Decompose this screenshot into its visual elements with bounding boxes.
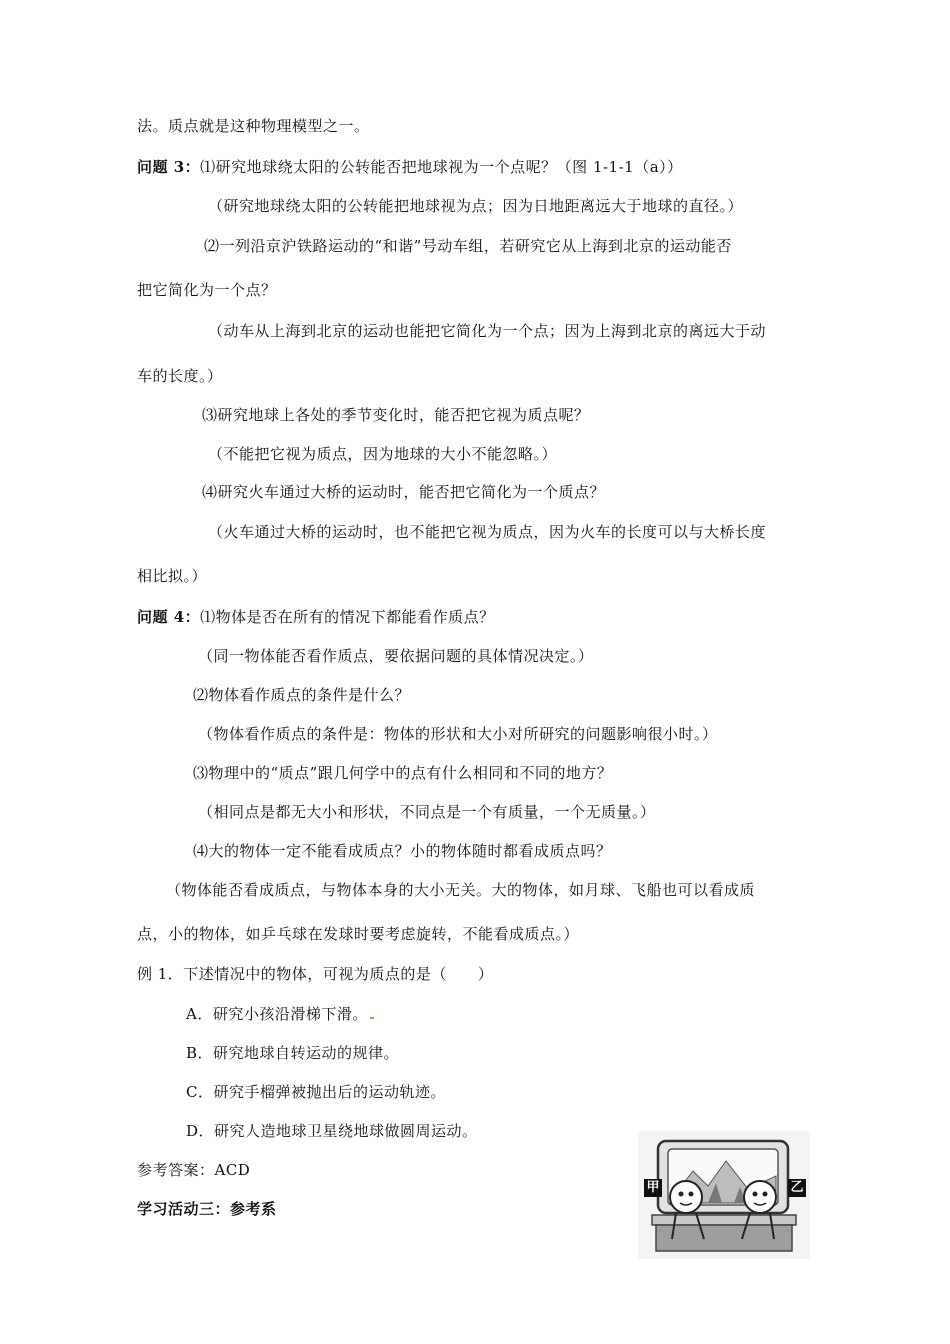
- answer-line: （火车通过大桥的运动时，也不能把它视为质点，因为火车的长度可以与大桥长度: [208, 523, 767, 541]
- text-line: ⑶物理中的“质点”跟几何学中的点有什么相同和不同的地方？: [193, 764, 613, 782]
- answer-line: （同一物体能否看作质点，要依据问题的具体情况决定。）: [198, 647, 594, 665]
- label-jia: 甲: [644, 1179, 662, 1197]
- text-line: ⑷大的物体一定不能看成质点？小的物体随时都看成质点吗？: [193, 842, 612, 860]
- text-line: ⑵物体看作质点的条件是什么？: [193, 686, 411, 704]
- answer-line: 车的长度。）: [137, 367, 223, 385]
- answer-line: （研究地球绕太阳的公转能把地球视为点；因为日地距离远大于地球的直径。）: [208, 197, 744, 215]
- underline-mark: [370, 1017, 374, 1019]
- answer-line: 点，小的物体，如乒乓球在发球时要考虑旋转，不能看成质点。）: [137, 925, 580, 943]
- section-heading: 学习活动三：参考系: [137, 1200, 277, 1218]
- example-question: 例 1．下述情况中的物体，可视为质点的是（ ）: [137, 965, 494, 983]
- text-line: 法。质点就是这种物理模型之一。: [137, 117, 370, 135]
- option-a: A．研究小孩沿滑梯下滑。: [186, 1004, 374, 1024]
- answer-line: （物体看作质点的条件是：物体的形状和大小对所研究的问题影响很小时。）: [198, 725, 718, 743]
- illustration-drawing: [638, 1131, 810, 1259]
- option-b: B．研究地球自转运动的规律。: [186, 1044, 400, 1062]
- text-line: ⑷研究火车通过大桥的运动时，能否把它简化为一个质点？: [202, 483, 606, 501]
- text-line: ⑶研究地球上各处的季节变化时，能否把它视为质点呢？: [202, 406, 590, 424]
- label-yi: 乙: [788, 1179, 806, 1197]
- reference-answer: 参考答案：ACD: [137, 1161, 251, 1179]
- text-line: 问题 4：⑴物体是否在所有的情况下都能看作质点？: [137, 608, 495, 626]
- train-window-illustration: [638, 1131, 810, 1259]
- answer-line: 相比拟。）: [137, 567, 208, 585]
- text-line: 把它简化为一个点？: [137, 281, 277, 299]
- question-label: 问题 4：: [137, 608, 201, 626]
- text-line: ⑵一列沿京沪铁路运动的“和谐”号动车组，若研究它从上海到北京的运动能否: [204, 237, 732, 255]
- text-line: 问题 3：⑴研究地球绕太阳的公转能否把地球视为一个点呢？（图 1-1-1（a））: [137, 158, 683, 176]
- answer-line: （动车从上海到北京的运动也能把它简化为一个点；因为上海到北京的离远大于动: [208, 322, 767, 340]
- option-d: D．研究人造地球卫星绕地球做圆周运动。: [186, 1122, 478, 1140]
- answer-line: （不能把它视为质点，因为地球的大小不能忽略。）: [208, 445, 558, 463]
- option-c: C．研究手榴弹被抛出后的运动轨迹。: [186, 1083, 446, 1101]
- answer-line: （物体能否看成质点，与物体本身的大小无关。大的物体，如月球、飞船也可以看成质: [166, 881, 756, 899]
- question-label: 问题 3：: [137, 158, 201, 176]
- answer-line: （相同点是都无大小和形状，不同点是一个有质量，一个无质量。）: [198, 803, 656, 821]
